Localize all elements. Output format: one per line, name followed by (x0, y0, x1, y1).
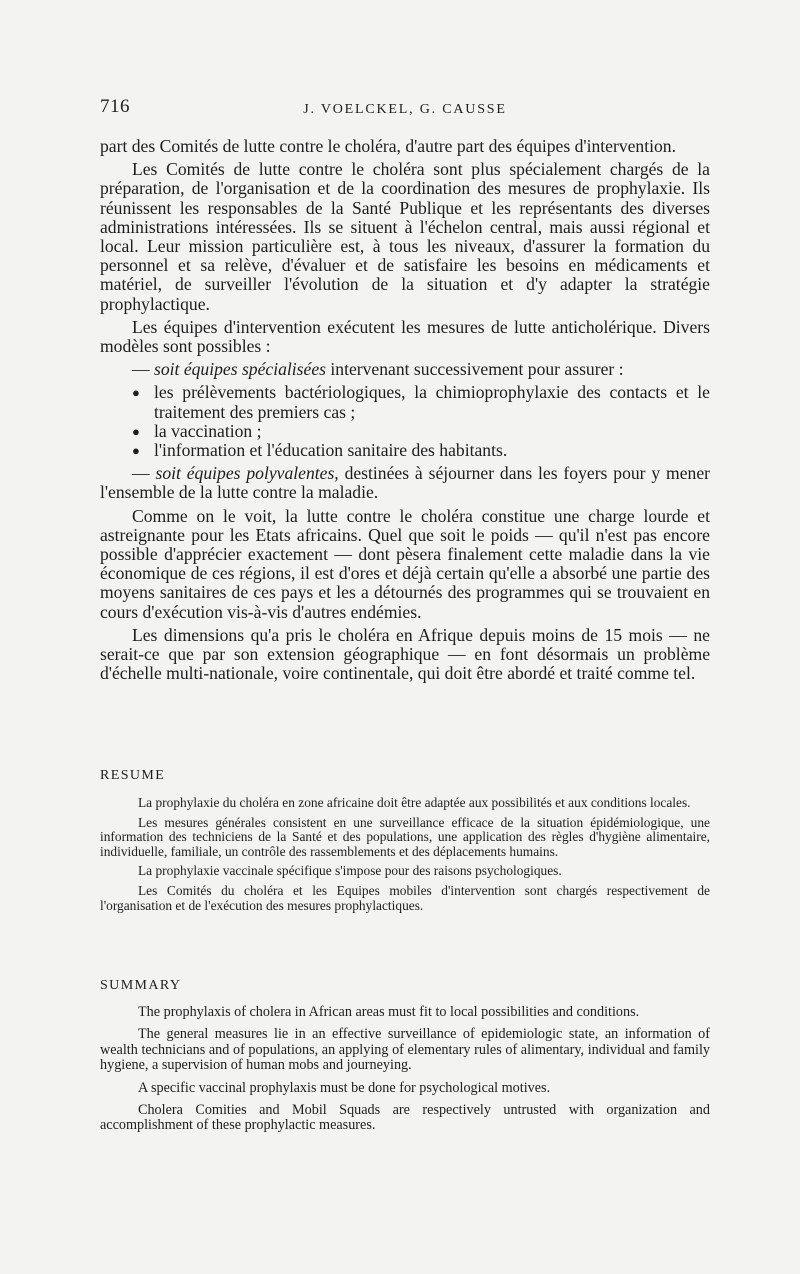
specialized-tasks-list (100, 383, 710, 460)
resume-text (100, 796, 710, 918)
option-polyvalent-label: soit équipes polyvalentes, (155, 463, 339, 484)
summary-paragraph: The general measures lie in an effective surveillance of epidemiologic state, an information of wealth technicians and of populations, an applying of elementary rules of alimentary, individual and family hygiene, a supervision of human mobs and journeying. (100, 1026, 710, 1074)
summary-paragraph: Cholera Comities and Mobil Squads are respectively untrusted with organization and accomplishment of these prophylactic measures. (100, 1102, 710, 1134)
list-item: ● l'information et l'éducation sanitaire des habitants. (132, 441, 710, 460)
resume-paragraph: La prophylaxie vaccinale spécifique s'impose pour des raisons psychologiques. (138, 863, 562, 879)
option-specialized-label: soit équipes spécialisées (154, 359, 326, 380)
option-polyvalent-teams (100, 464, 710, 502)
option-specialized-text: intervenant successivement pour assurer : (326, 359, 624, 380)
resume-paragraph: Les Comités du choléra et les Equipes mobiles d'intervention sont chargés respectivement de l'organisation et de l'exécution des mesures prophylactiques. (100, 882, 710, 913)
body-paragraph-3: Les équipes d'intervention exécutent les mesures de lutte anticholérique. Divers modèles sont possibles : (100, 316, 710, 357)
page-header (100, 96, 710, 126)
summary-paragraph: The prophylaxis of cholera in African areas must fit to local possibilities and conditions. (138, 1004, 640, 1020)
list-item: ● la vaccination ; (132, 422, 710, 441)
body-paragraph-5: Les dimensions qu'a pris le choléra en Afrique depuis moins de 15 mois — ne serait-ce que par son extension géographique — en font désormais un problème d'échelle multi-nationale, voire continentale, qui doit être abordé et traité comme tel. (100, 624, 710, 684)
resume-paragraph: La prophylaxie du choléra en zone africaine doit être adaptée aux possibilités et aux conditions locales. (138, 795, 691, 810)
resume-heading: RESUME (100, 768, 166, 783)
body-paragraph-2: Les Comités de lutte contre le choléra sont plus spécialement chargés de la préparation, de l'organisation et de la coordination des mesures de prophylaxie. Ils réunissent les responsables de la Santé Publique et les représentants des diverses administrations intéressées. Ils se situent à l'échelon central, mais aussi régional et local. Leur mission particulière est, à tous les niveaux, d'assurer la formation du personnel et sa relève, d'évaluer et de satisfaire les besoins en médicaments et matériel, de surveiller l'évolution de la situation et d'y adapter la stratégie prophylactique. (100, 159, 710, 314)
option-specialized-teams (100, 360, 710, 379)
summary-heading: SUMMARY (100, 978, 182, 993)
running-head-authors: J. VOELCKEL, G. CAUSSE (303, 102, 507, 117)
summary-text (100, 1005, 710, 1141)
main-body-text (100, 137, 710, 683)
option-dash: — (132, 463, 156, 484)
body-paragraph-4: Comme on le voit, la lutte contre le choléra constitue une charge lourde et astreignante pour les Etats africains. Quel que soit le poids — qu'il n'est pas encore possible d'apprécier exactement — dont pèsera finalement cette maladie dans la vie économique de ces régions, il est d'ores et déjà certain qu'elle a absorbé une partie des moyens sanitaires de ces pays et les a détournés des programmes qui se trouvaient en cours d'exécution vis-à-vis d'autres endémies. (100, 505, 710, 622)
summary-paragraph: A specific vaccinal prophylaxis must be done for psychological motives. (138, 1079, 551, 1096)
body-paragraph-1: part des Comités de lutte contre le choléra, d'autre part des équipes d'intervention. (100, 136, 676, 156)
resume-paragraph: Les mesures générales consistent en une surveillance efficace de la situation épidémiologique, une information des techniciens de la Santé et des populations, une application des règles d'hygiène alimentaire, individuelle, familiale, un contrôle des rassemblements et des déplacements humains. (100, 814, 710, 859)
page-number: 716 (100, 96, 130, 117)
option-polyvalent-text: destinées à séjourner dans les foyers pour y mener l'ensemble de la lutte contre la maladie. (100, 463, 710, 503)
list-item: ● les prélèvements bactériologiques, la chimioprophylaxie des contacts et le traitement des premiers cas ; (132, 383, 710, 421)
option-dash: — (132, 359, 154, 380)
